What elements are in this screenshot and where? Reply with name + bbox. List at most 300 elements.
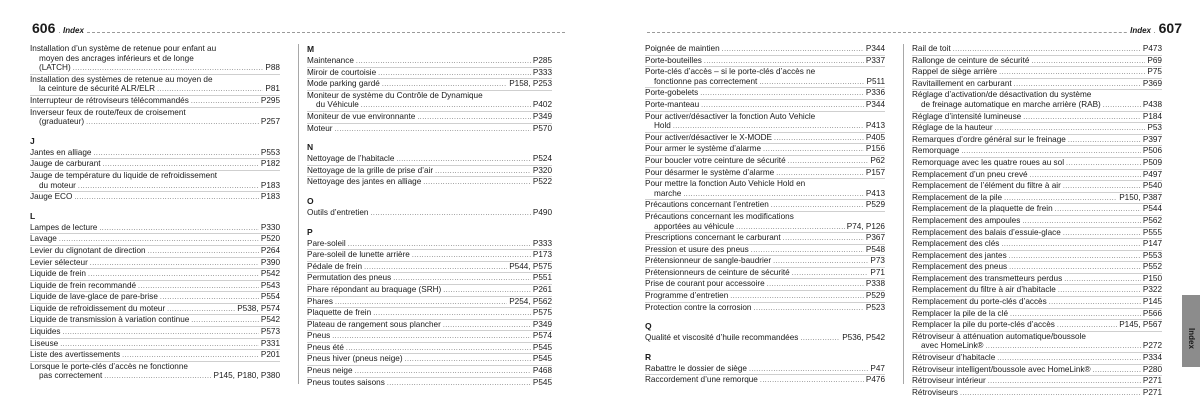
page-reference[interactable]: P71 — [870, 267, 885, 277]
page-reference[interactable]: P509 — [1142, 157, 1162, 167]
dot-leader — [103, 159, 259, 170]
page-reference[interactable]: P336 — [865, 88, 885, 98]
page-reference[interactable]: P545 — [532, 342, 552, 352]
dot-leader — [759, 77, 864, 88]
entry-text: Remplacement des transmetteurs perdus — [912, 273, 1063, 283]
index-entry[interactable] — [30, 315, 280, 327]
entry-text: Remorquage — [912, 146, 960, 156]
index-entry[interactable] — [912, 44, 1162, 56]
page-reference[interactable]: P62 — [870, 155, 885, 165]
index-entry[interactable] — [645, 168, 885, 180]
index-entry[interactable] — [912, 332, 1162, 353]
dot-leader — [999, 67, 1145, 78]
index-entry[interactable] — [645, 100, 885, 112]
page-reference[interactable]: P367 — [865, 233, 885, 243]
page-reference[interactable]: P511 — [866, 76, 885, 86]
entry-text: Rétroviseur à atténuation automatique/boussole — [912, 331, 1086, 341]
index-entry[interactable] — [307, 343, 552, 355]
page-reference[interactable]: P524 — [532, 154, 552, 164]
dot-leader — [1057, 320, 1117, 331]
page-reference[interactable]: P529 — [865, 291, 885, 301]
section-letter: Q — [645, 321, 652, 332]
index-entry[interactable] — [645, 88, 885, 100]
index-entry[interactable] — [307, 378, 552, 389]
page-reference[interactable]: P522 — [532, 177, 552, 187]
entry-text: du moteur — [39, 180, 76, 190]
page-reference[interactable]: P75 — [1147, 67, 1162, 77]
dot-leader — [953, 44, 1141, 55]
index-entry[interactable] — [645, 333, 885, 344]
index-entry[interactable] — [307, 331, 552, 343]
dot-leader — [1004, 193, 1117, 204]
page-reference[interactable]: P271 — [1142, 376, 1162, 386]
index-entry[interactable] — [307, 308, 552, 320]
index-entry[interactable] — [645, 364, 885, 376]
page-reference[interactable]: P542 — [260, 315, 280, 325]
page-reference[interactable]: P280 — [1142, 364, 1162, 374]
entry-text: Levier sélecteur — [30, 257, 88, 267]
index-entry[interactable] — [645, 56, 885, 68]
index-entry[interactable] — [30, 234, 280, 246]
page-reference[interactable]: P562 — [1142, 215, 1162, 225]
page-reference[interactable]: P158, P253 — [509, 79, 552, 89]
entry-text: la ceinture de sécurité ALR/ELR — [39, 84, 156, 94]
dot-leader — [749, 364, 868, 375]
entry-text: Moniteur de vue environnante — [307, 111, 416, 121]
page-reference[interactable]: P295 — [260, 95, 280, 105]
page-reference[interactable]: P402 — [532, 100, 552, 110]
index-entry[interactable] — [645, 179, 885, 200]
index-entry[interactable] — [912, 135, 1162, 147]
page-reference[interactable]: P330 — [260, 222, 280, 232]
page-reference[interactable]: P473 — [1142, 44, 1162, 53]
dot-leader — [393, 273, 531, 284]
index-entry[interactable] — [30, 148, 280, 160]
index-entry[interactable] — [30, 350, 280, 362]
index-entry[interactable] — [645, 212, 885, 233]
index-entry[interactable] — [307, 166, 552, 178]
dot-leader — [1063, 228, 1141, 239]
index-entry[interactable] — [30, 159, 280, 171]
index-entry[interactable] — [30, 339, 280, 351]
header-label: Index — [1127, 26, 1154, 36]
page-reference[interactable]: P551 — [532, 273, 552, 283]
index-entry[interactable] — [30, 269, 280, 281]
page-reference[interactable]: P553 — [1142, 250, 1162, 260]
entry-text: Remplacement d’un pneu crevé — [912, 169, 1028, 179]
dot-leader — [800, 333, 840, 344]
dot-leader — [960, 388, 1141, 399]
index-entry[interactable] — [912, 353, 1162, 365]
dot-leader — [1023, 112, 1141, 123]
page-reference[interactable]: P397 — [1142, 134, 1162, 144]
page-reference[interactable]: P183 — [260, 180, 280, 190]
entry-text: Raccordement d’une remorque — [645, 375, 758, 385]
page-reference[interactable]: P264 — [260, 245, 280, 255]
page-reference[interactable]: P543 — [260, 280, 280, 290]
page-reference[interactable]: P201 — [260, 350, 280, 360]
dot-leader — [751, 245, 864, 256]
page-reference[interactable]: P544 — [1142, 204, 1162, 214]
index-entry[interactable] — [912, 262, 1162, 274]
index-entry[interactable] — [912, 158, 1162, 170]
index-entry[interactable] — [30, 292, 280, 304]
page-reference[interactable]: P173 — [532, 250, 552, 260]
dot-leader — [405, 354, 531, 365]
dot-leader — [1010, 309, 1141, 320]
page-reference[interactable]: P405 — [865, 132, 885, 142]
dot-leader — [373, 308, 531, 319]
page-reference[interactable]: P254, P562 — [509, 296, 552, 306]
index-entry[interactable] — [645, 200, 885, 212]
index-entry[interactable] — [307, 208, 552, 219]
page-reference[interactable]: P538, P574 — [237, 303, 280, 313]
page-header — [647, 14, 1182, 36]
index-entry[interactable] — [30, 171, 280, 192]
section-letter: R — [645, 351, 652, 362]
entry-text: Remplacement des jantes — [912, 250, 1007, 260]
entry-text: de freinage automatique en marche arrière (RAB) — [921, 99, 1101, 109]
index-entry[interactable] — [307, 79, 552, 91]
index-entry[interactable] — [645, 67, 885, 88]
page-reference[interactable]: P574 — [532, 331, 552, 341]
entry-text: Pare-soleil de lunette arrière — [307, 250, 410, 260]
index-entry[interactable] — [645, 112, 885, 133]
page-reference[interactable]: P271 — [1142, 387, 1162, 397]
index-entry[interactable] — [30, 362, 280, 382]
index-entry[interactable] — [912, 181, 1162, 193]
dot-leader — [104, 371, 211, 382]
index-entry[interactable] — [912, 320, 1162, 332]
page-reference[interactable]: P322 — [1142, 285, 1162, 295]
page-reference[interactable]: P575 — [532, 308, 552, 318]
entry-text: Remplacement des balais d’essuie-glace — [912, 227, 1061, 237]
index-entry[interactable] — [30, 192, 280, 203]
dot-leader — [364, 262, 507, 273]
dot-leader — [961, 146, 1141, 157]
index-entry[interactable] — [307, 68, 552, 80]
page-reference[interactable]: P468 — [532, 366, 552, 376]
page-reference[interactable]: P529 — [865, 200, 885, 210]
index-entry[interactable] — [912, 204, 1162, 216]
page-reference[interactable]: P545 — [532, 377, 552, 387]
page-reference[interactable]: P272 — [1142, 341, 1162, 351]
index-entry[interactable] — [30, 304, 280, 316]
dot-leader — [985, 341, 1140, 352]
entry-text: Miroir de courtoisie — [307, 67, 377, 77]
page-reference[interactable]: P337 — [865, 55, 885, 65]
index-entry[interactable] — [30, 108, 280, 128]
dot-leader — [1068, 135, 1141, 146]
page-reference[interactable]: P573 — [260, 327, 280, 337]
entry-text: Interrupteur de rétroviseurs télécommandés — [30, 95, 189, 105]
index-entry[interactable] — [30, 258, 280, 270]
section-letter: J — [30, 135, 35, 146]
entry-text: Nettoyage de la grille de prise d’air — [307, 165, 434, 175]
index-entry[interactable] — [30, 327, 280, 339]
entry-text: du Véhicule — [316, 100, 359, 110]
right-page — [610, 0, 1200, 402]
page-reference[interactable]: P338 — [865, 279, 885, 289]
page-reference[interactable]: P334 — [1142, 353, 1162, 363]
entry-text: Rail de toit — [912, 44, 951, 53]
index-entry[interactable] — [912, 193, 1162, 205]
page-header — [32, 14, 565, 36]
index-entry[interactable] — [645, 245, 885, 257]
index-section — [307, 196, 552, 219]
index-entry[interactable] — [307, 112, 552, 124]
index-entry[interactable] — [30, 44, 280, 75]
page-reference[interactable]: P349 — [532, 111, 552, 121]
index-entry[interactable] — [307, 320, 552, 332]
dot-leader — [1030, 170, 1141, 181]
dot-leader — [783, 233, 864, 244]
index-entry[interactable] — [645, 156, 885, 168]
index-entry[interactable] — [645, 268, 885, 280]
entry-text: Pare-soleil — [307, 238, 346, 248]
index-entry[interactable] — [912, 67, 1162, 79]
index-entry[interactable] — [645, 233, 885, 245]
entry-text: Plateau de rangement sous plancher — [307, 319, 441, 329]
page-reference[interactable]: P73 — [870, 256, 885, 266]
page-reference[interactable]: P438 — [1142, 99, 1162, 109]
index-entry[interactable] — [307, 124, 552, 135]
index-entry[interactable] — [912, 239, 1162, 251]
index-entry[interactable] — [912, 146, 1162, 158]
page-reference[interactable]: P320 — [532, 165, 552, 175]
page-reference[interactable]: P552 — [1142, 262, 1162, 272]
index-entry[interactable] — [307, 250, 552, 262]
entry-text: Porte-gobelets — [645, 88, 699, 98]
page-reference[interactable]: P545 — [532, 354, 552, 364]
dot-leader — [792, 268, 869, 279]
dot-leader — [988, 376, 1141, 387]
entry-text: Remarques d’ordre général sur le freinage — [912, 134, 1066, 144]
entry-text: Installation d’un système de retenue pour enfant au — [30, 44, 217, 53]
index-entry[interactable] — [912, 365, 1162, 377]
dot-leader — [122, 350, 259, 361]
page-reference[interactable]: P570 — [532, 123, 552, 133]
dot-leader — [382, 79, 507, 90]
entry-text: Permutation des pneus — [307, 273, 392, 283]
entry-text: Outils d’entretien — [307, 207, 369, 217]
index-entry[interactable] — [307, 354, 552, 366]
header-rule — [32, 32, 565, 33]
index-entry[interactable] — [30, 281, 280, 293]
index-entry[interactable] — [912, 123, 1162, 135]
page-reference[interactable]: P81 — [265, 84, 280, 94]
dot-leader — [335, 297, 507, 308]
index-section — [307, 227, 552, 389]
page-reference[interactable]: P157 — [865, 167, 885, 177]
page-reference[interactable]: P53 — [1147, 123, 1162, 133]
index-entry[interactable] — [645, 44, 885, 56]
dot-leader — [60, 339, 259, 350]
dot-leader — [157, 84, 263, 95]
index-entry[interactable] — [912, 251, 1162, 263]
entry-text: Précautions concernant les modifications — [645, 211, 794, 221]
page-reference[interactable]: P183 — [260, 192, 280, 202]
index-section — [912, 44, 1162, 398]
entry-text: Plaquette de frein — [307, 308, 372, 318]
index-entry[interactable] — [645, 291, 885, 303]
index-entry[interactable] — [912, 112, 1162, 124]
entry-text: Hold — [654, 121, 671, 131]
page-reference[interactable]: P548 — [865, 244, 885, 254]
index-entry[interactable] — [912, 285, 1162, 297]
index-entry[interactable] — [307, 239, 552, 251]
page-reference[interactable]: P145 — [1142, 297, 1162, 307]
index-entry[interactable] — [912, 376, 1162, 388]
page-reference[interactable]: P413 — [865, 188, 885, 198]
index-entry[interactable] — [307, 91, 552, 112]
index-entry[interactable] — [30, 223, 280, 235]
dot-leader — [88, 269, 259, 280]
page-reference[interactable]: P344 — [865, 44, 885, 53]
page-reference[interactable]: P369 — [1142, 78, 1162, 88]
page-reference[interactable]: P540 — [1142, 181, 1162, 191]
dot-leader — [997, 353, 1141, 364]
index-entry[interactable] — [30, 246, 280, 258]
page-reference[interactable]: P333 — [532, 67, 552, 77]
page-reference[interactable]: P476 — [865, 375, 885, 385]
page-reference[interactable]: P490 — [532, 207, 552, 217]
page-reference[interactable]: P413 — [865, 121, 885, 131]
page-reference[interactable]: P257 — [260, 117, 280, 127]
index-entry[interactable] — [645, 133, 885, 145]
index-entry[interactable] — [912, 90, 1162, 111]
index-entry[interactable] — [307, 285, 552, 297]
index-entry[interactable] — [307, 262, 552, 274]
page-reference[interactable]: P520 — [260, 234, 280, 244]
index-entry[interactable] — [912, 309, 1162, 321]
page-reference[interactable]: P523 — [865, 302, 885, 312]
index-entry[interactable] — [645, 279, 885, 291]
page-reference[interactable]: P285 — [532, 56, 552, 65]
index-entry[interactable] — [912, 297, 1162, 309]
page-reference[interactable]: P47 — [870, 363, 885, 373]
entry-text: Rétroviseur d’habitacle — [912, 353, 996, 363]
page-reference[interactable]: P506 — [1142, 146, 1162, 156]
index-entry[interactable] — [912, 228, 1162, 240]
index-section — [307, 44, 552, 134]
index-entry[interactable] — [307, 366, 552, 378]
dot-leader — [167, 304, 235, 315]
page-reference[interactable]: P184 — [1142, 111, 1162, 121]
dot-leader — [754, 303, 864, 314]
page-reference[interactable]: P150, P387 — [1119, 192, 1162, 202]
page-reference[interactable]: P261 — [532, 284, 552, 294]
index-section — [30, 211, 280, 382]
page-reference[interactable]: P145, P567 — [1119, 320, 1162, 330]
entry-text: Prescriptions concernant le carburant — [645, 233, 781, 243]
section-letter: L — [30, 210, 36, 221]
dot-leader — [1103, 100, 1141, 111]
index-entry[interactable] — [307, 177, 552, 188]
index-entry[interactable] — [912, 170, 1162, 182]
page-reference[interactable]: P333 — [532, 238, 552, 248]
dot-leader — [160, 292, 259, 303]
index-entry[interactable] — [307, 56, 552, 68]
index-entry[interactable] — [912, 388, 1162, 399]
page-reference[interactable]: P390 — [260, 257, 280, 267]
page-reference[interactable]: P566 — [1142, 308, 1162, 318]
entry-text: Liquides — [30, 327, 61, 337]
page-reference[interactable]: P544, P575 — [509, 261, 552, 271]
page-reference[interactable]: P349 — [532, 319, 552, 329]
page-reference[interactable]: P182 — [260, 159, 280, 169]
entry-text: Prétensionneur de sangle-baudrier — [645, 256, 772, 266]
dot-leader — [1009, 251, 1141, 262]
entry-text: Pression et usure des pneus — [645, 244, 749, 254]
index-column — [645, 44, 885, 384]
dot-leader — [1063, 181, 1141, 192]
page-reference[interactable]: P553 — [260, 147, 280, 157]
dot-leader — [417, 112, 531, 123]
page-reference[interactable]: P150 — [1142, 273, 1162, 283]
index-entry[interactable] — [645, 256, 885, 268]
index-entry[interactable] — [912, 274, 1162, 286]
index-entry[interactable] — [645, 303, 885, 314]
entry-text: Liseuse — [30, 338, 59, 348]
index-entry[interactable] — [645, 144, 885, 156]
page-number: 606 — [32, 20, 59, 36]
page-reference[interactable]: P554 — [260, 292, 280, 302]
page-reference[interactable]: P74, P126 — [846, 221, 885, 231]
entry-text: Installation des systèmes de retenue au moyen de — [30, 74, 213, 84]
index-entry[interactable] — [30, 75, 280, 96]
page-reference[interactable]: P147 — [1142, 239, 1162, 249]
dot-leader — [788, 156, 869, 167]
page-reference[interactable]: P555 — [1142, 227, 1162, 237]
dot-leader — [370, 208, 530, 219]
dot-leader — [1066, 158, 1141, 169]
entry-text: Rétroviseurs — [912, 387, 958, 397]
page-reference[interactable]: P331 — [260, 338, 280, 348]
page-reference[interactable]: P497 — [1142, 169, 1162, 179]
index-entry[interactable] — [912, 79, 1162, 91]
entry-text: Pour désarmer le système d’alarme — [645, 167, 775, 177]
page-reference[interactable]: P536, P542 — [842, 333, 885, 343]
entry-text: Maintenance — [307, 56, 354, 65]
page-reference[interactable]: P88 — [265, 63, 280, 73]
dot-leader — [760, 375, 864, 386]
entry-text: Remplacer la pile du porte-clés d’accès — [912, 320, 1055, 330]
page-reference[interactable]: P156 — [865, 144, 885, 154]
entry-text: Nettoyage des jantes en alliage — [307, 177, 422, 187]
page-reference[interactable]: P344 — [865, 99, 885, 109]
entry-text: Réglage de la hauteur — [912, 123, 993, 133]
index-entry[interactable] — [307, 273, 552, 285]
index-entry[interactable] — [645, 375, 885, 386]
index-entry[interactable] — [912, 216, 1162, 228]
page-reference[interactable]: P145, P180, P380 — [213, 371, 280, 381]
entry-text: avec HomeLink® — [921, 341, 984, 351]
page-reference[interactable]: P542 — [260, 269, 280, 279]
dot-leader — [773, 256, 868, 267]
dot-leader — [73, 63, 264, 74]
index-entry[interactable] — [30, 96, 280, 108]
index-side-tab-label: Index — [1187, 327, 1196, 349]
dot-leader — [412, 250, 531, 261]
page-reference[interactable]: P69 — [1147, 55, 1162, 65]
index-section — [307, 142, 552, 188]
entry-text: moyen des ancrages inférieurs et de longe — [39, 53, 194, 63]
index-entry[interactable] — [307, 154, 552, 166]
dot-leader — [93, 148, 258, 159]
index-entry[interactable] — [912, 56, 1162, 68]
index-entry[interactable] — [307, 297, 552, 309]
